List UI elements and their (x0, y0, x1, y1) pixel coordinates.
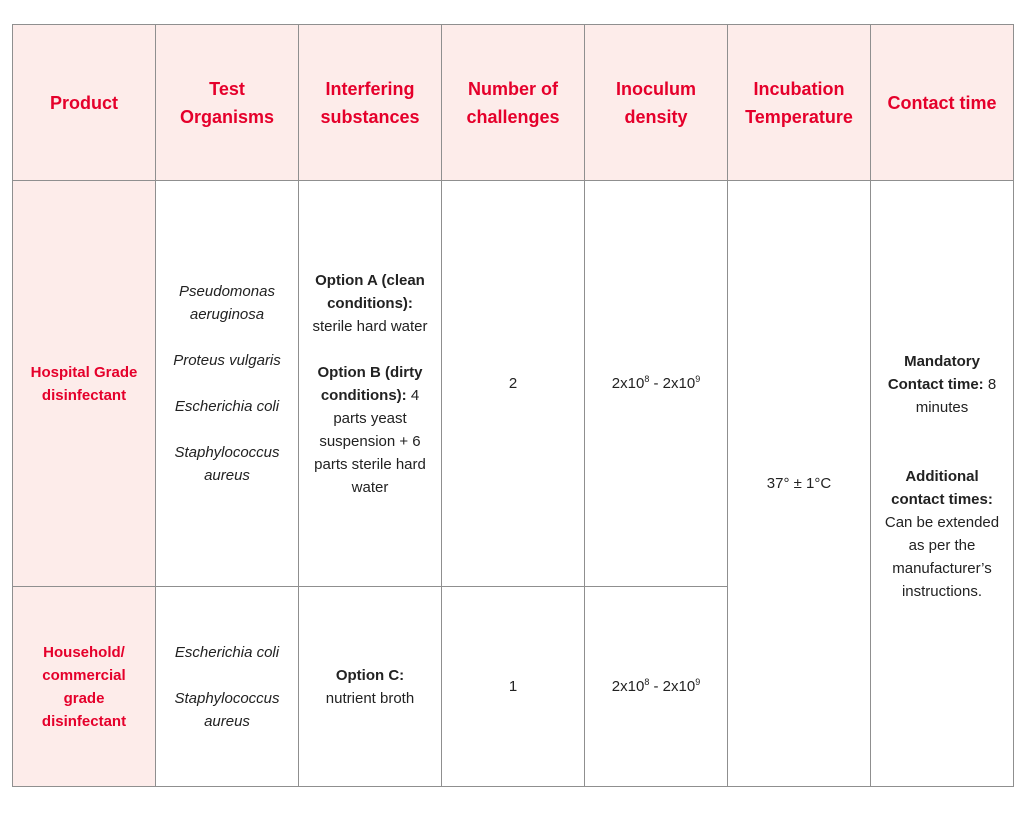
disinfectant-test-table (12, 24, 1014, 787)
option-a-label: Option A (clean conditions): (315, 271, 425, 312)
organism: Staphylococcus aureus (174, 444, 280, 484)
option-c-label: Option C: (335, 666, 405, 684)
interfering-substances-cell (299, 181, 442, 587)
inoculum-density-value: $2x10^8 - 2x10^9$ (585, 181, 728, 587)
organism: Staphylococcus aureus (174, 689, 280, 730)
organism: Escherichia coli (174, 643, 280, 661)
challenges-value: 1 (442, 587, 585, 787)
additional-contact-label: Additional contact times: (891, 468, 993, 508)
option-b-label: Option B (dirty conditions): (317, 363, 423, 404)
header-incubation-temperature: Incubation Temperature (728, 25, 871, 181)
table-row (13, 181, 1014, 587)
contact-time-cell (871, 181, 1014, 787)
challenges-value: 2 (442, 181, 585, 587)
header-row (13, 25, 1014, 181)
header-contact-time: Contact time (871, 25, 1014, 181)
header-inoculum-density: Inoculum density (585, 25, 728, 181)
header-test-organisms: Test Organisms (156, 25, 299, 181)
organism: Escherichia coli (174, 398, 280, 415)
header-number-of-challenges: Number of challenges (442, 25, 585, 181)
option-a-text: sterile hard water (312, 317, 428, 335)
inoculum-density-value: $2x10^8 - 2x10^9$ (585, 587, 728, 787)
incubation-temperature-value: 37° ± 1°C (728, 181, 871, 787)
mandatory-contact-value: 8 minutes (915, 376, 997, 416)
organisms-cell (156, 587, 299, 787)
product-household-grade: Household/ commercial grade disinfectant (13, 587, 156, 787)
option-c-text: nutrient broth (325, 689, 415, 707)
header-interfering-substances: Interfering substances (299, 25, 442, 181)
interfering-substances-cell (299, 587, 442, 787)
organism: Pseudomonas aeruginosa (179, 283, 275, 323)
organism: Proteus vulgaris (173, 352, 281, 369)
header-product: Product (13, 25, 156, 181)
product-hospital-grade: Hospital Grade disinfectant (13, 181, 156, 587)
option-b-text: 4 parts yeast suspension + 6 parts sterile hard water (314, 386, 426, 496)
mandatory-contact-label: Mandatory Contact time: (887, 353, 984, 393)
organisms-cell (156, 181, 299, 587)
additional-contact-value: Can be extended as per the manufacturer’s instructions. (884, 514, 1000, 600)
